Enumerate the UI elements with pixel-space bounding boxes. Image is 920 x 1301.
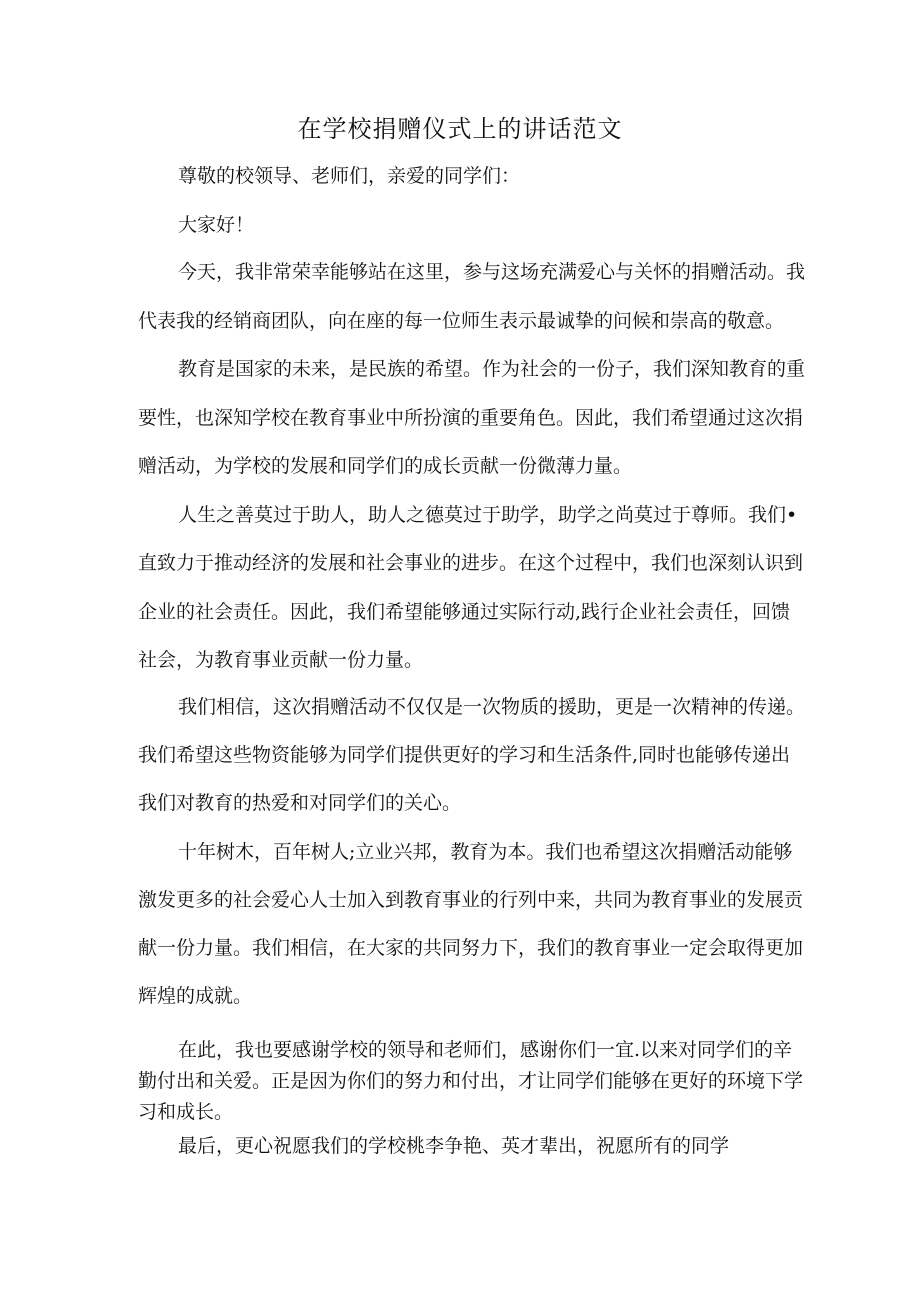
- document-title: 在学校捐赠仪式上的讲话范文: [297, 115, 623, 143]
- paragraph-line: 献一份力量。我们相信，在大家的共同努力下，我们的教育事业一定会取得更加: [138, 937, 804, 959]
- greeting: 大家好！: [178, 214, 255, 236]
- paragraph-line: 赠活动，为学校的发展和同学们的成长贡献一份微薄力量。: [138, 455, 633, 477]
- paragraph-line: 我们相信，这次捐赠活动不仅仅是一次物质的援助，更是一次精神的传递。: [178, 696, 806, 718]
- paragraph-line: 今天，我非常荣幸能够站在这里，参与这场充满爱心与关怀的捐赠活动。我: [178, 261, 806, 283]
- paragraph-line: 企业的社会责任。因此，我们希望能够通过实际行动,践行企业社会责任，回馈: [138, 601, 791, 623]
- paragraph-line: 要性，也深知学校在教育事业中所扮演的重要角色。因此，我们希望通过这次捐: [138, 407, 804, 429]
- paragraph-line: 在此，我也要感谢学校的领导和老师们，感谢你们一宜.以来对同学们的辛: [178, 1039, 793, 1061]
- paragraph-line: 最后，更心祝愿我们的学校桃李争艳、英才辈出，祝愿所有的同学: [178, 1135, 730, 1157]
- paragraph-line: 教育是国家的未来，是民族的希望。作为社会的一份子，我们深知教育的重: [178, 358, 806, 380]
- paragraph-line: 辉煌的成就。: [138, 985, 253, 1007]
- paragraph-line: 我们对教育的热爱和对同学们的关心。: [138, 792, 462, 814]
- salutation: 尊敬的校领导、老师们，亲爱的同学们：: [178, 165, 521, 187]
- paragraph-line: 习和成长。: [138, 1101, 234, 1123]
- paragraph-line: 代表我的经销商团队，向在座的每一位师生表示最诚挚的问候和崇高的敬意。: [138, 310, 785, 332]
- paragraph-line: 勤付出和关爱。正是因为你们的努力和付出，才让同学们能够在更好的环境下学: [138, 1070, 804, 1092]
- paragraph-line: 十年树木，百年树人;立业兴邦，教育为本。我们也希望这次捐赠活动能够: [178, 841, 793, 863]
- paragraph-line: 直致力于推动经济的发展和社会事业的进步。在这个过程中，我们也深刻认识到: [138, 552, 804, 574]
- paragraph-line: 激发更多的社会爱心人士加入到教育事业的行列中来，共同为教育事业的发展贡: [138, 889, 804, 911]
- paragraph-line: 社会，为教育事业贡献一份力量。: [138, 649, 424, 671]
- paragraph-line: 我们希望这些物资能够为同学们提供更好的学习和生活条件,同时也能够传递出: [138, 744, 791, 766]
- paragraph-line: 人生之善莫过于助人，助人之德莫过于助学，助学之尚莫过于尊师。我们•: [178, 504, 798, 526]
